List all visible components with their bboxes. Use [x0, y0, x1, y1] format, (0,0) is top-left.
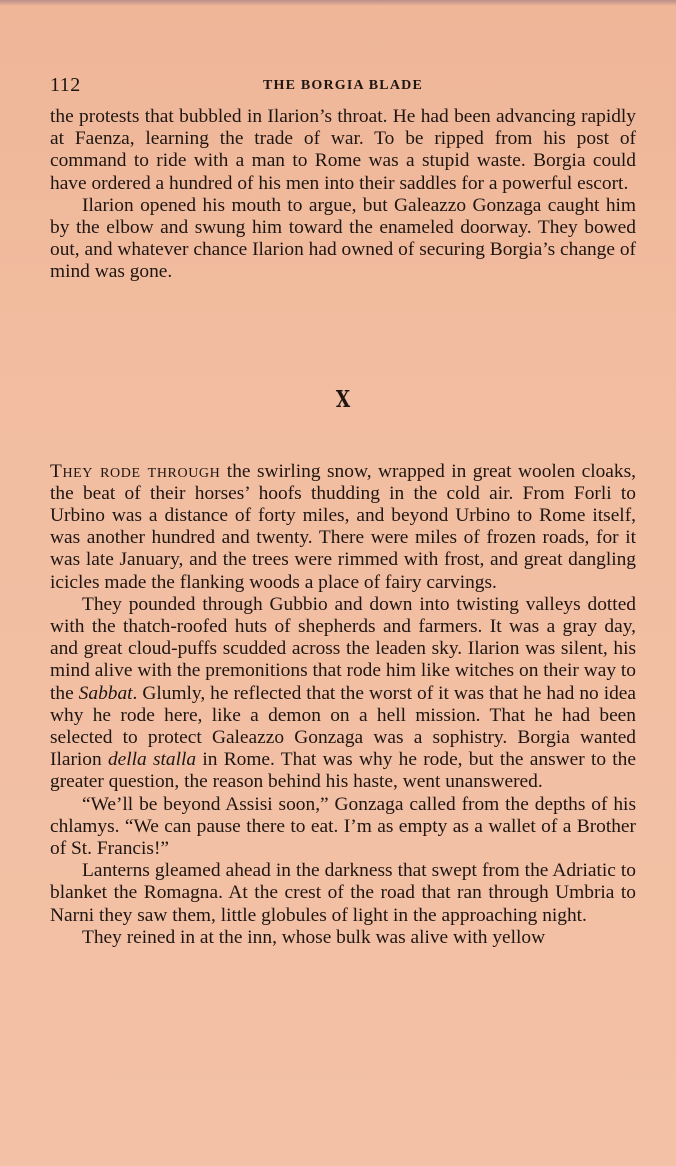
chapter-heading: X [335, 385, 351, 413]
opening-smallcaps: They rode through [50, 460, 221, 482]
italic-text: Sabbat [78, 682, 133, 704]
italic-text: della stalla [107, 749, 197, 771]
book-title: THE BORGIA BLADE [262, 78, 423, 93]
chapter-text [50, 461, 636, 949]
chapter-opening-paragraph [50, 461, 636, 594]
paragraph-text: . Glumly, he reflected that the worst of it was that he had no idea why he rode here, like a demon on a hell mission. That he had been selected to protect Galeazzo Gonzaga was a sophistry. Borgia wanted Ilarion [50, 682, 636, 771]
running-head [50, 74, 636, 100]
paragraph-partial: They reined in at the inn, whose bulk was alive with yellow [82, 926, 546, 948]
page-number: 112 [50, 74, 81, 96]
paragraph-text: They pounded through Gubbio and down into twisting valleys dotted with the thatch-roofed huts of shepherds and farmers. It was a gray day, and great cloud-puffs scudded across the leaden sky. Ilarion was silent, his mind alive with the premonitions that rode him like witches on their way to the [50, 593, 636, 704]
continued-text [50, 106, 636, 284]
paragraph-text: the swirling snow, wrapped in great woolen cloaks, the beat of their horses’ hoofs thudding in the cold air. From Forli to Urbino was a distance of forty miles, and beyond Urbino to Rome itself, was another hundred and twenty. There were miles of frozen roads, for it was late January, and the trees were rimmed with frost, and great dangling icicles made the flanking woods a place of fairy carvings. [50, 460, 636, 593]
paragraph: “We’ll be beyond Assisi soon,” Gonzaga called from the depths of his chlamys. “We can pause there to eat. I’m as empty as a wallet of a Brother of St. Francis!” [50, 793, 636, 860]
page-top-edge [0, 0, 676, 6]
book-page [50, 74, 636, 949]
paragraph: Ilarion opened his mouth to argue, but Galeazzo Gonzaga caught him by the elbow and swung him toward the enameled doorway. They bowed out, and whatever chance Ilarion had owned of securing Borgia’s change of mind was gone. [50, 194, 636, 283]
paragraph: Lanterns gleamed ahead in the darkness that swept from the Adriatic to blanket the Romagna. At the crest of the road that ran through Umbria to Narni they saw them, little globules of light in the approaching night. [50, 860, 636, 926]
paragraph-text: in Rome. That was why he rode, but the answer to the greater question, the reason behind his haste, went unanswered. [50, 749, 636, 793]
paragraph [50, 594, 636, 794]
paragraph-continued: the protests that bubbled in Ilarion’s throat. He had been advancing rapidly at Faenza, learning the trade of war. To be ripped from his post of command to ride with a man to Rome was a stupid waste. Borgia could have ordered a hundred of his men into their saddles for a powerful escort. [50, 106, 636, 194]
